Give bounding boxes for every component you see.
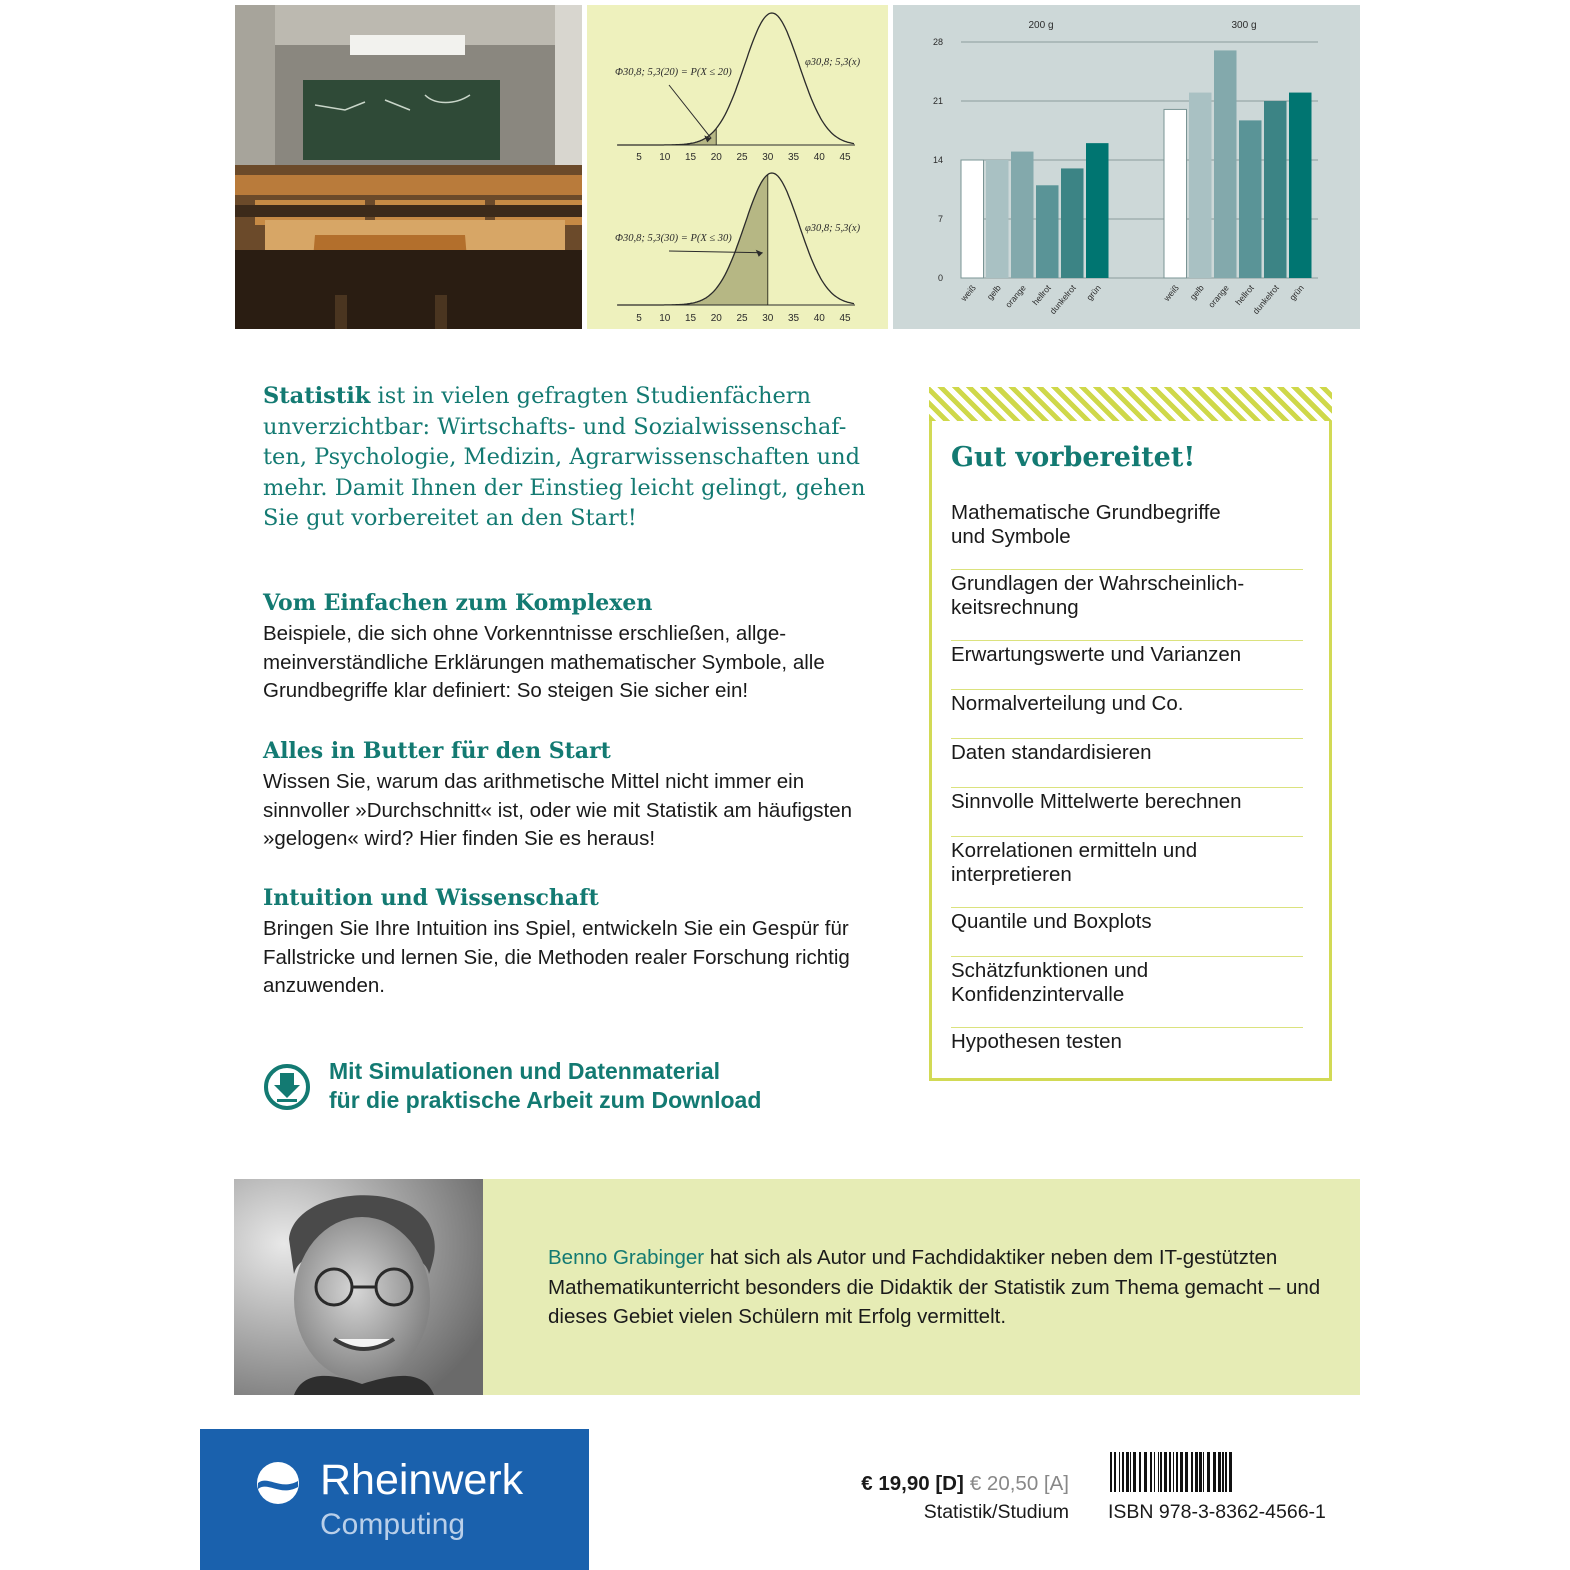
section-heading: Vom Einfachen zum Komplexen xyxy=(263,590,653,616)
category-label: gelb xyxy=(984,282,1003,302)
barcode-bar xyxy=(1164,1452,1167,1492)
x-tick-label: 25 xyxy=(736,313,748,324)
topic-item: Erwartungswerte und Varianzen xyxy=(951,641,1303,690)
x-tick-label: 30 xyxy=(762,152,774,163)
barcode-bar xyxy=(1133,1452,1136,1492)
y-tick-label: 0 xyxy=(937,273,943,283)
publisher-logo xyxy=(200,1429,589,1570)
category-label: gelb xyxy=(1187,282,1206,302)
bar xyxy=(1011,152,1034,278)
label-arrow xyxy=(669,85,711,138)
topic-item: Quantile und Boxplots xyxy=(951,908,1303,957)
bar xyxy=(961,160,984,278)
barcode-bar xyxy=(1114,1452,1116,1492)
intro-body: ist in vielen gefragten Studienfächern unverzichtbar: Wirtschafts- und Sozialwissenschaf-ten, Psychologie, Medizin, Agrarwissenschaften und mehr. Damit Ihnen der Einstieg leicht gelingt, gehen Sie gut vorbereitet an den Start! xyxy=(263,383,866,531)
rheinwerk-logo-icon xyxy=(256,1461,300,1505)
barcode-bar xyxy=(1122,1452,1124,1492)
barcode-bar xyxy=(1191,1452,1193,1492)
barcode-bar xyxy=(1213,1452,1216,1492)
x-tick-label: 35 xyxy=(787,152,800,163)
y-tick-label: 21 xyxy=(932,96,943,106)
section-intuition xyxy=(263,883,888,1001)
download-note xyxy=(263,1057,823,1117)
barcode-bar xyxy=(1169,1452,1171,1492)
bar xyxy=(1239,120,1262,278)
barcode-bar xyxy=(1173,1452,1174,1492)
bar xyxy=(986,160,1009,278)
bar xyxy=(1061,168,1084,278)
download-line-2: für die praktische Arbeit zum Download xyxy=(329,1086,762,1113)
bar xyxy=(1214,50,1237,278)
pdf-label: φ30,8; 5,3(x) xyxy=(805,57,861,68)
topic-item: Mathematische Grundbegriffe und Symbole xyxy=(951,499,1303,570)
barcode-bar xyxy=(1180,1452,1183,1492)
category-label: hellrot xyxy=(1233,282,1256,308)
x-tick-label: 35 xyxy=(787,313,800,324)
section-ready-to-start xyxy=(263,736,888,854)
density-curve xyxy=(617,13,854,145)
barcode-bar xyxy=(1176,1452,1178,1492)
download-icon xyxy=(263,1063,311,1111)
category-label: dunkelrot xyxy=(1047,282,1078,317)
x-tick-label: 5 xyxy=(636,313,642,324)
x-tick-label: 40 xyxy=(813,152,825,163)
barcode-bar xyxy=(1185,1452,1188,1492)
x-tick-label: 40 xyxy=(813,313,825,324)
cdf-label: Φ30,8; 5,3(20) = P(X ≤ 20) xyxy=(615,67,732,78)
x-tick-label: 30 xyxy=(762,313,774,324)
bar xyxy=(1289,93,1312,278)
section-body: Wissen Sie, warum das arithmetische Mittel nicht immer ein sinnvoller »Durchschnitt« ist, oder wie mit Statistik am häufigsten »gelogen« wird? Hier finden Sie es heraus! xyxy=(263,770,853,850)
download-line-1: Mit Simulationen und Datenmaterial xyxy=(329,1058,721,1084)
barcode-bar xyxy=(1222,1452,1224,1492)
barcode-bar xyxy=(1150,1452,1152,1492)
price-austria: € 20,50 [A] xyxy=(969,1472,1069,1495)
author-bio-box xyxy=(483,1179,1360,1395)
barcode-bar xyxy=(1218,1452,1221,1492)
category-label: weiß xyxy=(1161,282,1181,304)
stripe-decoration xyxy=(929,387,1332,421)
category-label: orange xyxy=(1003,282,1028,310)
group-label: 300 g xyxy=(1231,20,1257,31)
x-tick-label: 20 xyxy=(710,152,722,163)
price-germany: € 19,90 [D] xyxy=(861,1472,964,1495)
barcode-bar xyxy=(1119,1452,1120,1492)
barcode-bar xyxy=(1154,1452,1155,1492)
price-info xyxy=(861,1471,1069,1527)
barcode-bar xyxy=(1139,1452,1141,1492)
barcode-bar xyxy=(1158,1452,1159,1492)
intro-text xyxy=(263,381,888,534)
section-heading: Intuition und Wissenschaft xyxy=(263,885,599,911)
topic-item: Daten standardisieren xyxy=(951,739,1303,788)
x-tick-label: 25 xyxy=(736,152,748,163)
category-label: hellrot xyxy=(1030,282,1053,308)
author-bio-text: hat sich als Autor und Fachdidaktiker neben dem IT-gestützten Mathematikunterricht besonders die Didaktik der Statistik zum Thema gemacht – und dieses Gebiet vielen Schülern mit Erfolg vermittelt. xyxy=(548,1246,1321,1328)
x-tick-label: 10 xyxy=(659,152,671,163)
bar xyxy=(1036,185,1059,278)
barcode-bar xyxy=(1207,1452,1210,1492)
barcode-bar xyxy=(1225,1452,1227,1492)
barcode-bar xyxy=(1203,1452,1204,1492)
topic-item: Korrelationen ermitteln und interpretieren xyxy=(951,837,1303,908)
topic-item: Hypothesen testen xyxy=(951,1030,1122,1053)
section-body: Beispiele, die sich ohne Vorkenntnisse erschließen, allge-meinverständliche Erklärungen mathematischer Symbole, alle Grundbegriffe klar definiert: So steigen Sie sicher ein! xyxy=(263,622,825,702)
bar xyxy=(1086,143,1109,278)
barcode-bar xyxy=(1195,1452,1198,1492)
y-tick-label: 28 xyxy=(932,37,943,47)
x-tick-label: 10 xyxy=(659,313,671,324)
y-tick-label: 14 xyxy=(932,155,943,165)
bar xyxy=(1164,109,1187,278)
classroom-photo xyxy=(235,5,582,329)
shaded-probability-area xyxy=(616,128,716,145)
barcode-bar xyxy=(1110,1452,1112,1492)
bar-chart-figure xyxy=(893,5,1360,329)
author-name: Benno Grabinger xyxy=(548,1246,705,1269)
barcode-bar xyxy=(1126,1452,1129,1492)
section-body: Bringen Sie Ihre Intuition ins Spiel, entwickeln Sie ein Gespür für Fallstricke und lernen Sie, die Methoden realer Forschung richtig anzuwenden. xyxy=(263,917,850,997)
barcode xyxy=(1110,1452,1236,1492)
x-tick-label: 45 xyxy=(839,313,851,324)
cdf-label: Φ30,8; 5,3(30) = P(X ≤ 30) xyxy=(615,233,732,244)
x-tick-label: 20 xyxy=(710,313,722,324)
publisher-name: Rheinwerk xyxy=(320,1456,524,1504)
author-portrait xyxy=(234,1179,483,1395)
topics-title: Gut vorbereitet! xyxy=(951,442,1196,473)
topic-item: Normalverteilung und Co. xyxy=(951,690,1303,739)
topic-item: Sinnvolle Mittelwerte berechnen xyxy=(951,788,1303,837)
section-heading: Alles in Butter für den Start xyxy=(263,738,611,764)
group-label: 200 g xyxy=(1028,20,1054,31)
x-tick-label: 5 xyxy=(636,152,642,163)
barcode-bar xyxy=(1144,1452,1147,1492)
book-category: Statistik/Studium xyxy=(923,1501,1069,1523)
intro-lead: Statistik xyxy=(263,383,371,409)
topic-item: Grundlagen der Wahrscheinlich- keitsrechnung xyxy=(951,570,1303,641)
x-tick-label: 45 xyxy=(839,152,851,163)
isbn: ISBN 978-3-8362-4566-1 xyxy=(1108,1501,1326,1523)
y-tick-label: 7 xyxy=(937,214,943,224)
category-label: grün xyxy=(1287,282,1306,303)
barcode-bar xyxy=(1130,1452,1131,1492)
barcode-bar xyxy=(1199,1452,1202,1492)
category-label: orange xyxy=(1206,282,1231,310)
author-bio xyxy=(548,1243,1338,1332)
pdf-label: φ30,8; 5,3(x) xyxy=(805,223,861,234)
normal-distribution-figure xyxy=(587,5,888,329)
category-label: dunkelrot xyxy=(1250,282,1281,317)
publisher-imprint: Computing xyxy=(320,1508,466,1541)
x-tick-label: 15 xyxy=(684,313,697,324)
bar xyxy=(1189,93,1212,278)
topics-box xyxy=(929,421,1332,1081)
category-label: weiß xyxy=(958,282,978,304)
x-tick-label: 15 xyxy=(684,152,697,163)
bar xyxy=(1264,101,1287,278)
topics-list xyxy=(951,499,1303,1077)
barcode-bar xyxy=(1160,1452,1162,1492)
section-simple-to-complex xyxy=(263,588,888,706)
barcode-bar xyxy=(1229,1452,1232,1492)
topic-item: Schätzfunktionen und Konfidenzintervalle xyxy=(951,957,1303,1028)
category-label: grün xyxy=(1084,282,1103,303)
